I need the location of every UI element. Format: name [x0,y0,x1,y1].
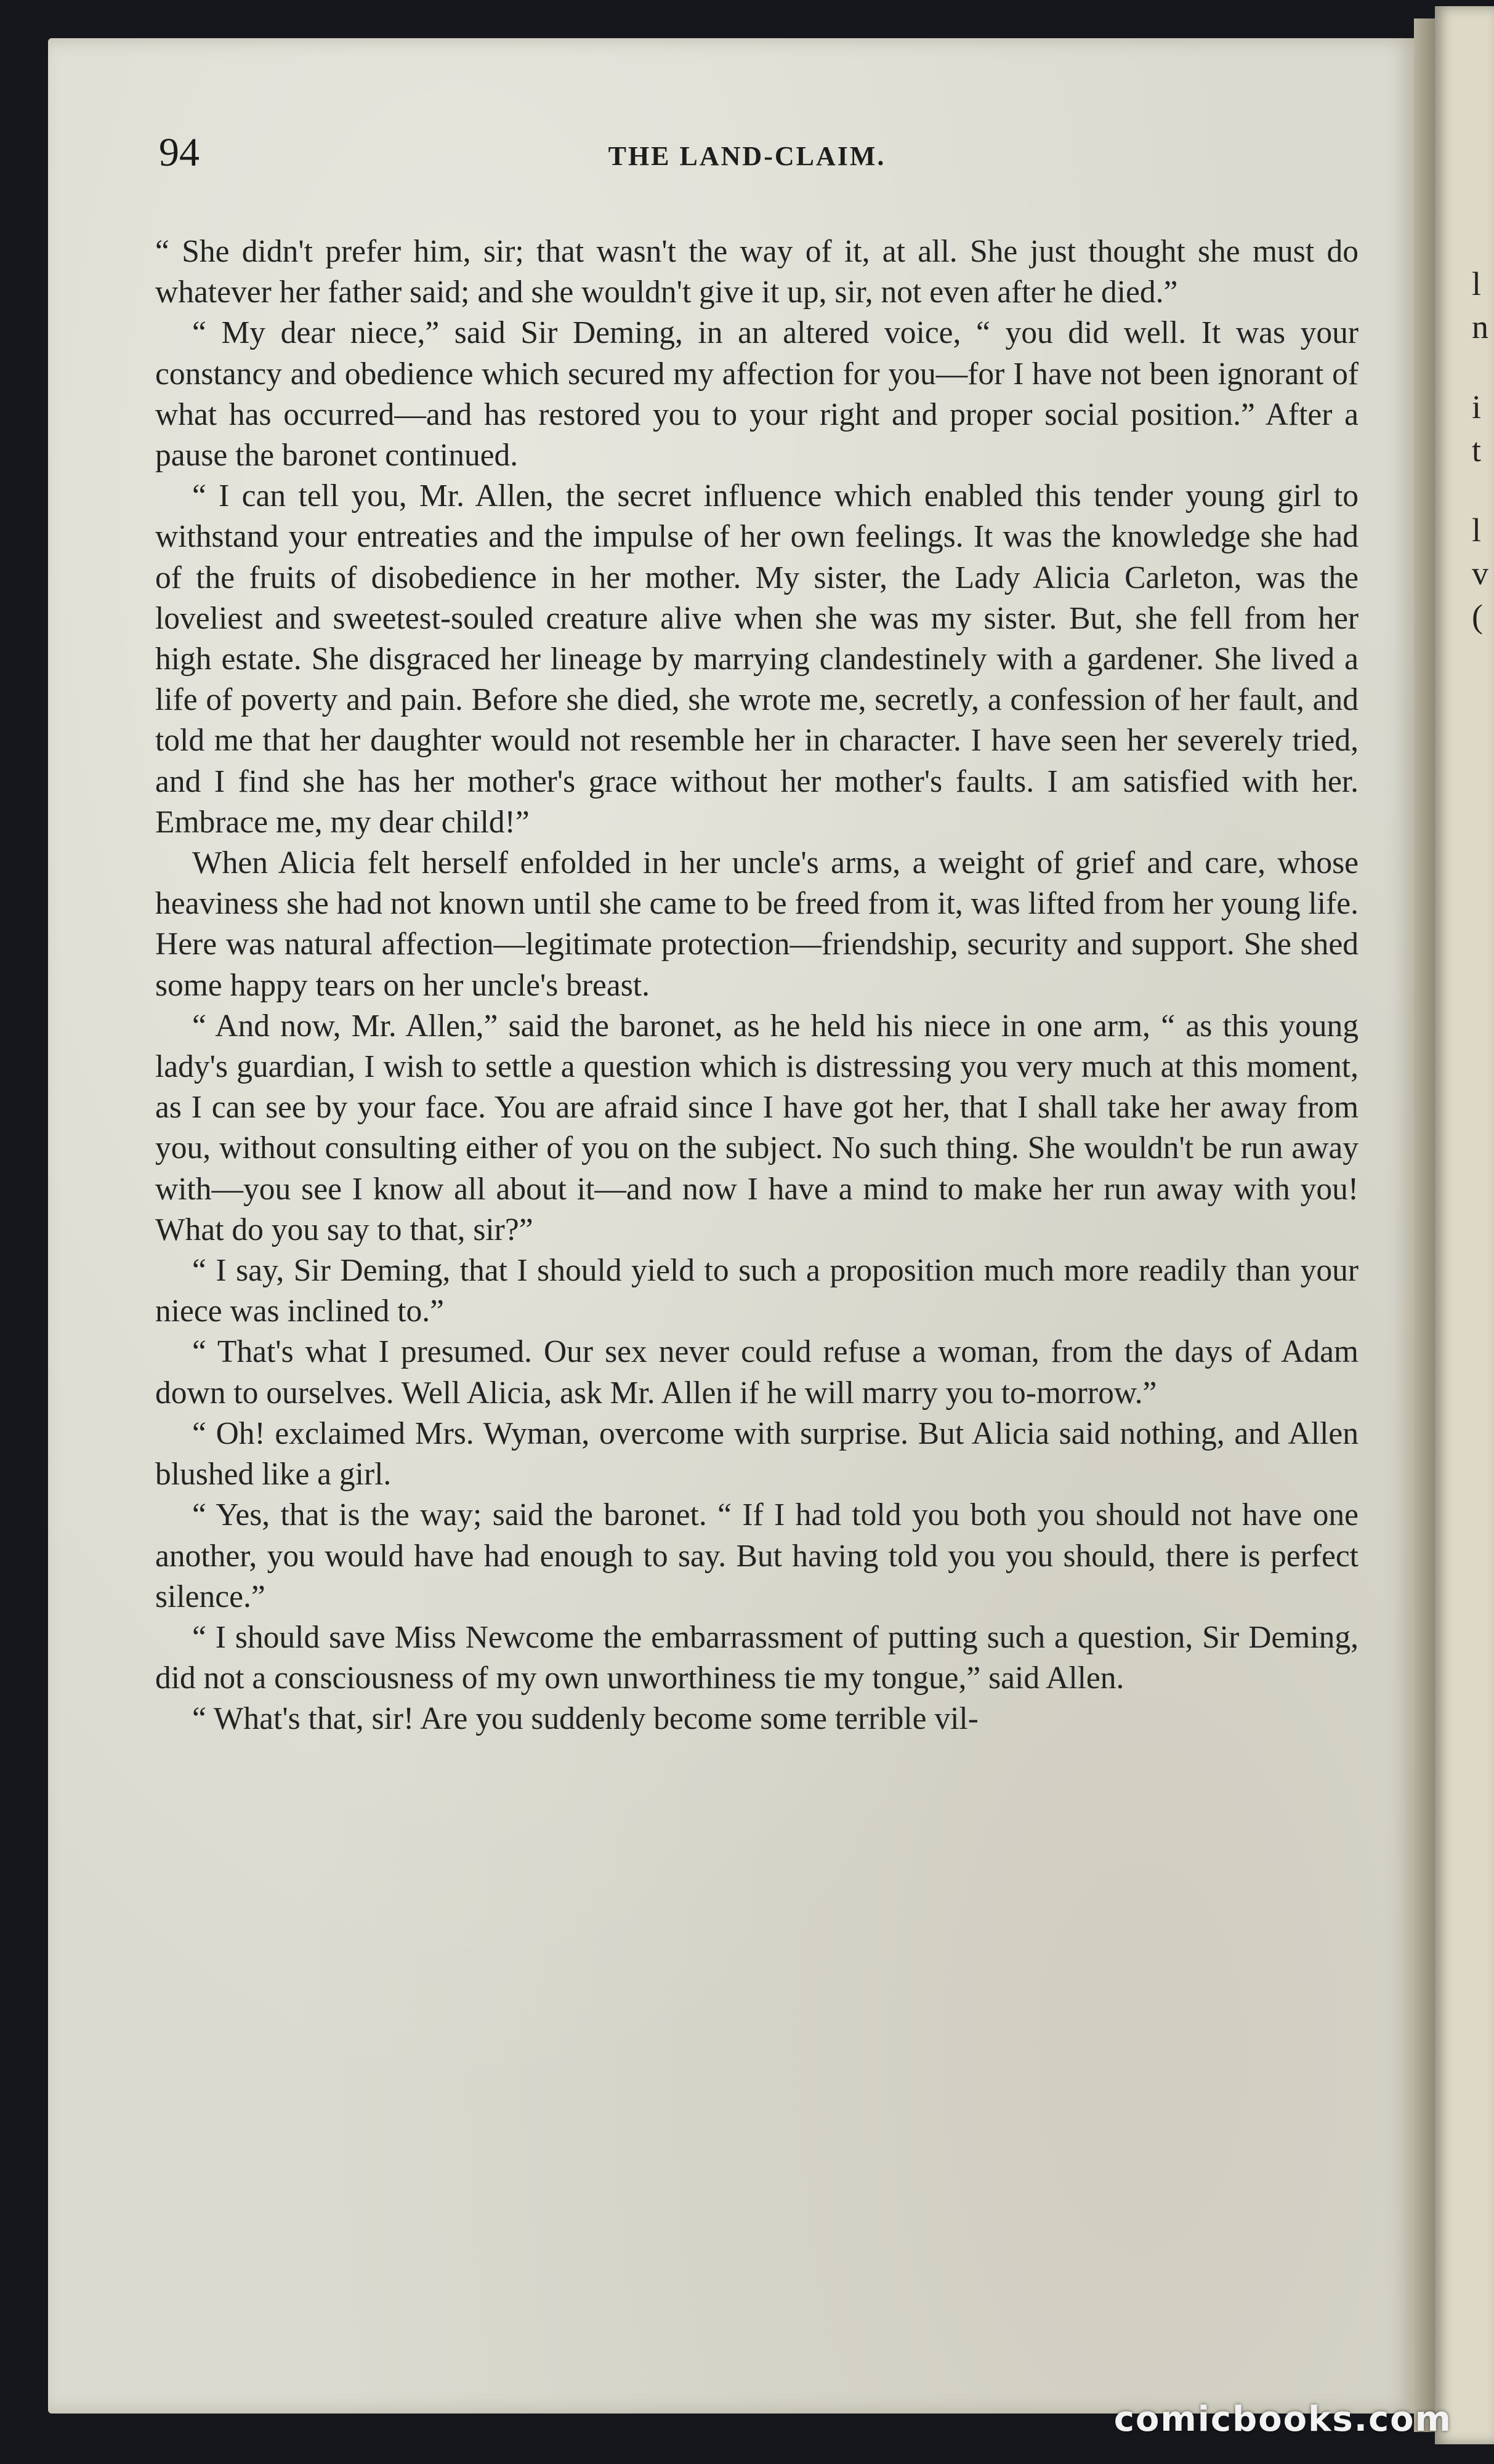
facing-page-letter: ( [1472,598,1483,635]
paragraph: When Alicia felt herself enfolded in her uncle's arms, a weight of grief and care, whose heaviness she had not known until she came to be freed from it, was lifted from her young life. Here was natural affection—legitimate protection—friendship, security and support. She shed some happy tears on her uncle's breast. [155,845,1359,1003]
facing-page-letter: l [1472,512,1482,549]
paragraph: “ Yes, that is the way; said the baronet. “ If I had told you both you should not have one another, you would have had enough to say. But having told you you should, there is perfect silence.” [155,1497,1359,1614]
facing-page-letter: n [1472,308,1488,345]
paragraph: “ That's what I presumed. Our sex never could refuse a woman, from the days of Adam down to ourselves. Well Alicia, ask Mr. Allen if he will marry you to-morrow.” [155,1334,1359,1411]
paragraph: “ Oh! exclaimed Mrs. Wyman, overcome with surprise. But Alicia said nothing, and Allen blushed like a girl. [155,1415,1359,1492]
page-number: 94 [159,130,200,175]
facing-page-letter: t [1472,432,1482,469]
paragraph: “ I should save Miss Newcome the embarrassment of putting such a question, Sir Deming, did not a consciousness of my own unworthiness tie my tongue,” said Allen. [155,1619,1359,1696]
paragraph: “ She didn't prefer him, sir; that wasn't the way of it, at all. She just thought she must do whatever her father said; and she wouldn't give it up, sir, not even after he died.” [155,234,1359,310]
facing-page-letter: v [1472,555,1488,592]
watermark: comicbooks.com [1113,2399,1452,2439]
facing-page-letter: i [1472,389,1482,425]
facing-page-edge [1435,6,1494,2444]
running-head: THE LAND-CLAIM. [608,141,886,171]
paragraph: “ And now, Mr. Allen,” said the baronet, as he held his niece in one arm, “ as this young lady's guardian, I wish to settle a question which is distressing you very much at this moment, as I can see by your face. You are afraid since I have got her, that I shall take her away from you, without consulting either of you on the subject. No such thing. She wouldn't be run away with—you see I know all about it—and now I have a mind to make her run away with you! What do you say to that, sir?” [155,1008,1359,1247]
paragraph: “ My dear niece,” said Sir Deming, in an altered voice, “ you did well. It was your constancy and obedience which secured my affection for you—for I have not been ignorant of what has occurred—and has restored you to your right and proper social position.” After a pause the baronet continued. [155,315,1359,473]
paragraph: “ I say, Sir Deming, that I should yield to such a proposition much more readily than your niece was inclined to.” [155,1253,1359,1329]
paragraph: “ What's that, sir! Are you suddenly become some terrible vil- [192,1701,979,1737]
body-text [155,232,1359,1740]
facing-page-letter: l [1472,265,1482,302]
paragraph: “ I can tell you, Mr. Allen, the secret influence which enabled this tender young girl to withstand your entreaties and the impulse of her own feelings. It was the knowledge she had of the fruits of disobedience in her mother. My sister, the Lady Alicia Carleton, was the loveliest and sweetest-souled creature alive when she was my sister. But, she fell from her high estate. She disgraced her lineage by marrying clandestinely with a gardener. She lived a life of poverty and pain. Before she died, she wrote me, secretly, a confession of her fault, and told me that her daughter would not resemble her in character. I have seen her severely tried, and I find she has her mother's grace without her mother's faults. I am satisfied with her. Embrace me, my dear child!” [155,478,1359,840]
